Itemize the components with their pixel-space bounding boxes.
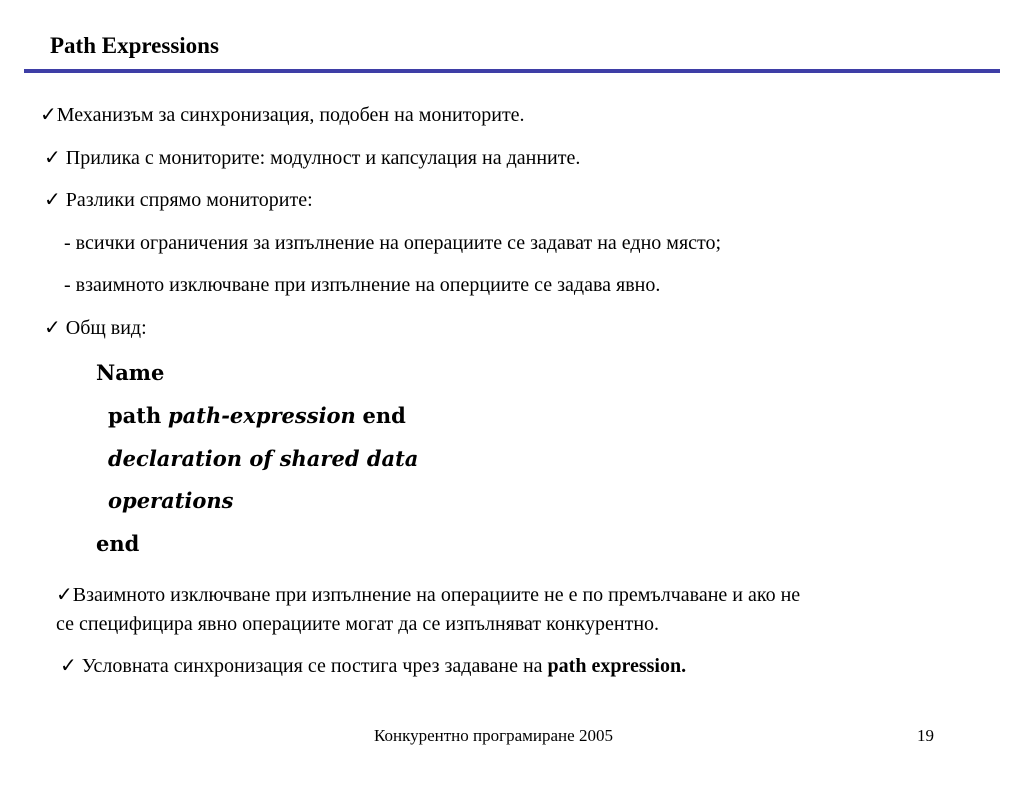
note-text: Условната синхронизация се постига чрез задаване на <box>81 655 543 677</box>
bullet-text: Механизъм за синхронизация, подобен на мониторите. <box>56 104 525 126</box>
note-bold-term: path expression. <box>547 655 687 677</box>
sub-bullet-mutex: - взаимното изключване при изпълнение на оперциите се задава явно. <box>64 274 661 296</box>
bullet-general-form <box>44 314 147 342</box>
bullet-text: Общ вид: <box>65 317 147 339</box>
code-path-keyword: path <box>108 403 162 428</box>
code-path-expression: path-expression <box>167 403 356 428</box>
sub-bullet-constraints: - всички ограничения за изпълнение на операциите се задават на едно място; <box>64 232 722 254</box>
bullet-differences <box>44 186 313 214</box>
note-mutex-line2: се специфицира явно операциите могат да се изпълняват конкурентно. <box>56 613 660 635</box>
code-name: Name <box>96 360 165 385</box>
bullet-text: Разлики спрямо мониторите: <box>65 189 313 211</box>
code-path-line <box>108 402 406 430</box>
footer-course: Конкурентно програмиране 2005 <box>374 726 613 745</box>
note-text: Взаимното изключване при изпълнение на операциите не е по премълчаване и ако не <box>72 584 801 606</box>
code-operations: operations <box>108 488 234 513</box>
code-declaration: declaration of shared data <box>108 446 419 471</box>
bullet-text: Прилика с мониторите: модулност и капсулация на данните. <box>65 147 581 169</box>
title-divider <box>24 69 1000 73</box>
check-icon: ✓ <box>40 104 57 126</box>
note-mutex-line1 <box>56 581 800 609</box>
check-icon: ✓ <box>44 317 61 339</box>
slide-title: Path Expressions <box>50 33 219 58</box>
code-end-keyword: end <box>362 403 406 428</box>
note-conditional-sync <box>60 652 686 680</box>
check-icon: ✓ <box>44 147 61 169</box>
code-end: end <box>96 531 140 556</box>
check-icon: ✓ <box>56 584 73 606</box>
bullet-similarity <box>44 144 580 172</box>
bullet-mechanism <box>40 101 525 129</box>
page-number: 19 <box>917 726 934 745</box>
check-icon: ✓ <box>44 189 61 211</box>
check-icon: ✓ <box>60 655 77 677</box>
